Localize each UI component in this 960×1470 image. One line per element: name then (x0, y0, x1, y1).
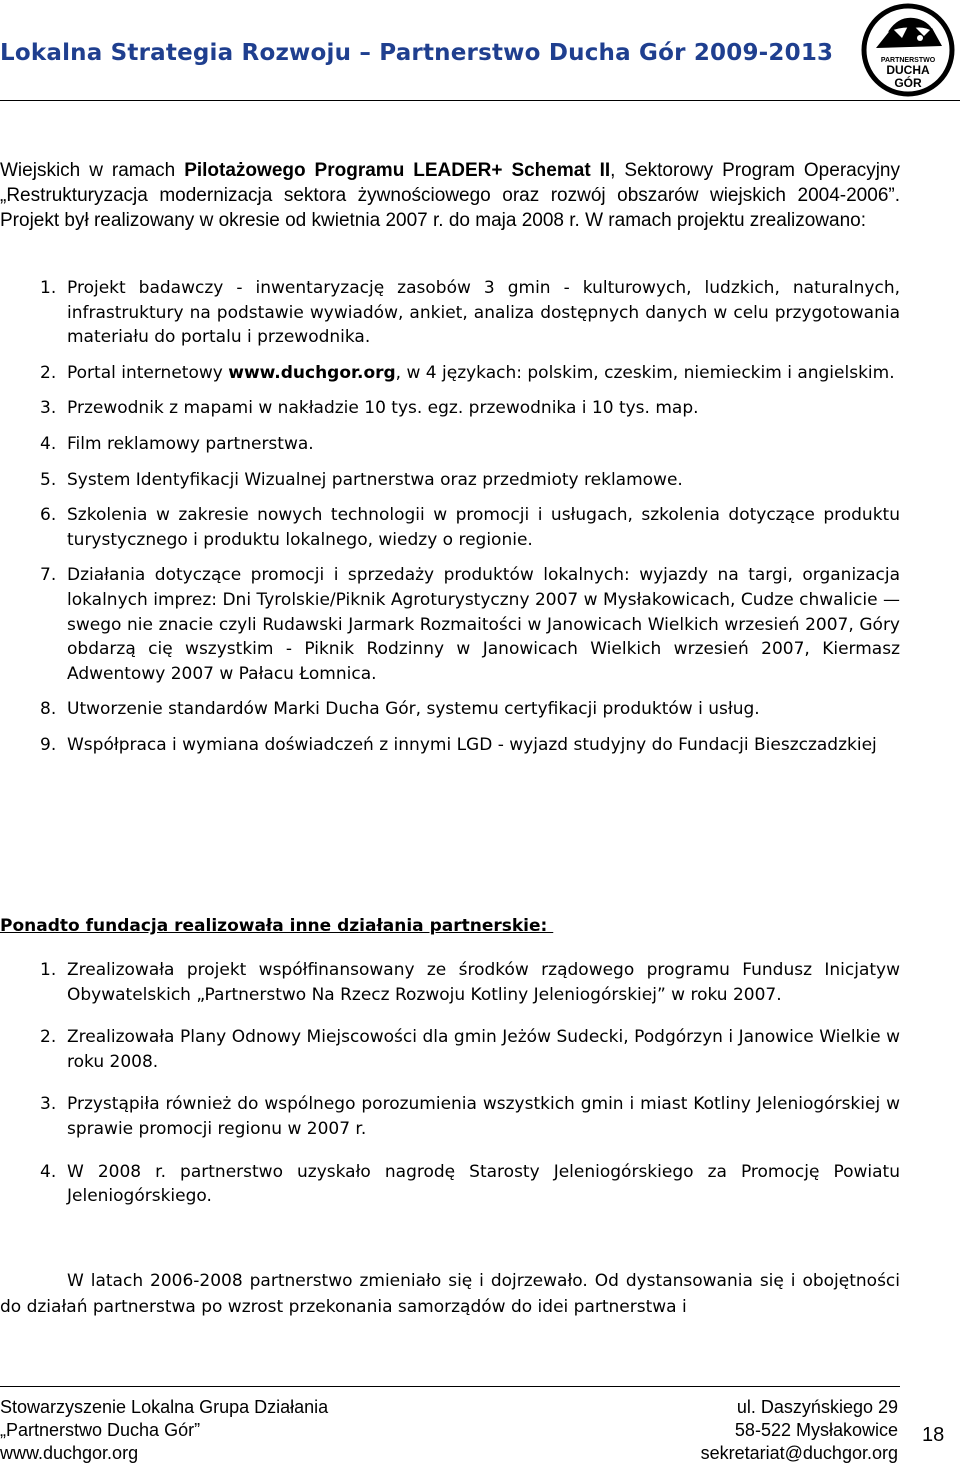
list-item (0, 396, 900, 421)
list-text: Działania dotyczące promocji i sprzedaży produktów lokalnych: wyjazdy na targi, organizacja lokalnych imprez: Dni Tyrolskie/Piknik Agroturystyczny 2007 w Mysłakowicach, Cudze chwalicie — swego nie znacie czyli Rudawski Jarmark Rozmaitości w Janowicach Wielkich wrzesień 2007, Góry obdarzą cię wszystkim - Piknik Rodzinny w Janowicach Wielkich wrzesień 2007, Kiermasz Adwentowy 2007 w Pałacu Łomnica. (67, 565, 900, 684)
list-text: Przewodnik z mapami w nakładzie 10 tys. egz. przewodnika i 10 tys. map. (67, 398, 699, 419)
partner-activities-list (0, 958, 900, 1209)
website-link[interactable]: www.duchgor.org (0, 1443, 139, 1463)
list-item (0, 503, 900, 552)
svg-text:PARTNERSTWO: PARTNERSTWO (880, 57, 936, 64)
list-number: 4. (40, 1161, 57, 1182)
list-text: , w 4 językach: polskim, czeskim, niemieckim i angielskim. (395, 362, 895, 383)
closing-paragraph: W latach 2006-2008 partnerstwo zmieniało się i dojrzewało. Od dystansowania się i obojętności do działań partnerstwa po wzrost przekonania samorządów do idei partnerstwa i (0, 1271, 900, 1317)
list-text: W 2008 r. partnerstwo uzyskało nagrodę Starosty Jeleniogórskiego za Promocję Powiatu Jeleniogórskiego. (67, 1161, 900, 1207)
intro-text: Wiejskich w ramach (0, 160, 185, 181)
list-number: 7. (40, 565, 57, 586)
list-text: Zrealizowała projekt współfinansowany ze środków rządowego programu Fundusz Inicjatyw Obywatelskich „Partnerstwo Na Rzecz Rozwoju Kotliny Jeleniogórskiej” w roku 2007. (67, 960, 900, 1005)
list-number: 1. (40, 278, 57, 298)
page-number: 18 (922, 1424, 945, 1446)
list-text: System Identyfikacji Wizualnej partnerstwa oraz przedmioty reklamowe. (67, 469, 683, 490)
header-divider (0, 100, 960, 101)
list-text: Współpraca i wymiana doświadczeń z innymi LGD - wyjazd studyjny do Fundacji Bieszczadzkiej (67, 734, 877, 755)
list-number: 4. (40, 433, 57, 454)
footer-address-right (620, 1396, 898, 1465)
list-number: 8. (40, 699, 57, 720)
list-item (0, 958, 900, 1007)
svg-text:DUCHA: DUCHA (886, 63, 930, 77)
intro-paragraph (0, 158, 900, 233)
footer-divider (0, 1386, 900, 1387)
email-link[interactable]: sekretariat@duchgor.org (700, 1443, 898, 1463)
portal-link[interactable]: www.duchgor.org (228, 362, 396, 383)
footer-address-left (0, 1396, 328, 1465)
intro-text-rest: , Sektorowy Program Operacyjny „Restrukturyzacja modernizacja sektora żywnościowego oraz rozwój obszarów wiejskich 2004-2006”. Projekt był realizowany w okresie od kwietnia 2007 r. do maja 2008 r. W ramach projektu zrealizowano: (0, 160, 900, 231)
list-text: Utworzenie standardów Marki Ducha Gór, systemu certyfikacji produktów i usług. (67, 699, 760, 720)
postal-city: 58-522 Mysłakowice (734, 1420, 898, 1440)
svg-text:GÓR: GÓR (894, 76, 922, 90)
list-number: 2. (40, 362, 57, 383)
projects-list (0, 276, 900, 758)
list-item (0, 733, 900, 758)
list-number: 5. (40, 469, 57, 490)
list-number: 6. (40, 505, 57, 526)
list-item (0, 468, 900, 493)
list-text: Projekt badawczy - inwentaryzację zasobów 3 gmin - kulturowych, ludzkich, naturalnych, infrastruktury na podstawie wywiadów, ankiet, analiza dostępnych danych w celu przygotowania materiału do portalu i przewodnika. (67, 278, 900, 348)
list-item (0, 1160, 900, 1209)
list-item (0, 432, 900, 457)
list-item (0, 1025, 900, 1074)
list-text: Film reklamowy partnerstwa. (67, 433, 314, 454)
list-number: 3. (40, 1094, 57, 1115)
section-heading: Ponadto fundacja realizowała inne działania partnerskie: (0, 916, 554, 936)
list-text: Szkolenia w zakresie nowych technologii w promocji i usługach, szkolenia dotyczące produktu turystycznego i produktu lokalnego, wiedzy o regionie. (67, 505, 900, 550)
list-number: 1. (40, 960, 57, 980)
list-item (0, 563, 900, 686)
list-item (0, 361, 900, 386)
organization-subtitle: „Partnerstwo Ducha Gór” (0, 1420, 201, 1440)
page-header-title: Lokalna Strategia Rozwoju – Partnerstwo Ducha Gór 2009-2013 (0, 40, 834, 66)
list-item (0, 697, 900, 722)
program-name: Pilotażowego Programu LEADER+ Schemat II (184, 160, 611, 181)
list-number: 2. (40, 1027, 57, 1048)
list-item (0, 276, 900, 350)
street-address: ul. Daszyńskiego 29 (736, 1397, 898, 1417)
list-item (0, 1092, 900, 1141)
list-number: 9. (40, 734, 57, 755)
list-text: Portal internetowy (67, 362, 229, 383)
list-text: Przystąpiła również do wspólnego porozumienia wszystkich gmin i miast Kotliny Jeleniogórskiej w sprawie promocji regionu w 2007 r. (67, 1094, 900, 1139)
partnerstwo-ducha-gor-logo (858, 2, 958, 98)
list-number: 3. (40, 398, 57, 419)
list-text: Zrealizowała Plany Odnowy Miejscowości dla gmin Jeżów Sudecki, Podgórzyn i Janowice Wielkie w roku 2008. (67, 1027, 900, 1072)
organization-name: Stowarzyszenie Lokalna Grupa Działania (0, 1397, 329, 1417)
